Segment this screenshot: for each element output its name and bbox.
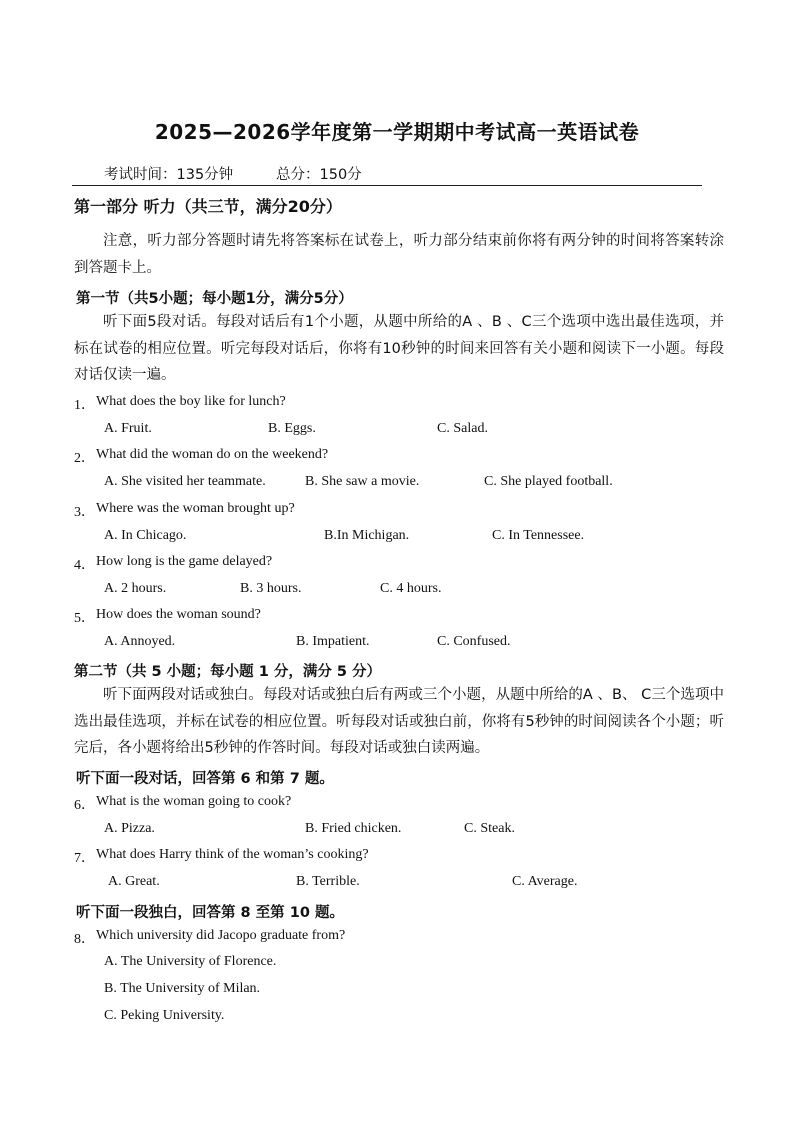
option-b: B. Fried chicken. [305, 821, 402, 836]
question-text: What does Harry think of the woman’s cooking? [96, 847, 369, 862]
option-a: A. She visited her teammate. [104, 474, 266, 489]
option-a: A. The University of Florence. [104, 954, 277, 969]
option-c: C. Average. [512, 874, 578, 889]
option-a: A. 2 hours. [104, 581, 167, 596]
option-a: A. Great. [108, 874, 160, 889]
monologue-group-label: 听下面一段独白，回答第 8 至第 10 题。 [76, 905, 344, 921]
dialogue-group-label: 听下面一段对话，回答第 6 和第 7 题。 [76, 771, 334, 787]
exam-time: 考试时间：135分钟 [104, 167, 234, 183]
option-a: A. Pizza. [104, 821, 155, 836]
question-number: 8． [74, 932, 95, 947]
question-text: Where was the woman brought up? [96, 501, 295, 516]
question-text: What did the woman do on the weekend? [96, 447, 329, 462]
header-divider [72, 185, 702, 186]
question-number: 1． [74, 398, 95, 413]
part1-notice: 注意，听力部分答题时请先将答案标在试卷上，听力部分结束前你将有两分钟的时间将答案转涂到答题卡上。 [74, 233, 724, 276]
question-number: 4． [74, 558, 95, 573]
option-c: C. Confused. [437, 634, 511, 649]
option-c: C. Steak. [464, 821, 515, 836]
question-number: 6． [74, 798, 95, 813]
question-number: 2． [74, 451, 95, 466]
option-b: B. 3 hours. [240, 581, 302, 596]
section1-instructions: 听下面5段对话。每段对话后有1个小题，从题中所给的A 、B 、C三个选项中选出最佳选项，并标在试卷的相应位置。听完每段对话后，你将有10秒钟的时间来回答有关小题和阅读下一小题。每段对话仅读一遍。 [74, 314, 724, 383]
option-c: C. She played football. [484, 474, 613, 489]
question-number: 3． [74, 505, 95, 520]
option-a: A. Annoyed. [104, 634, 176, 649]
question-text: What is the woman going to cook? [96, 794, 292, 809]
question-number: 5． [74, 611, 95, 626]
option-c: C. Salad. [437, 421, 488, 436]
option-b: B. The University of Milan. [104, 981, 261, 996]
option-b: B. She saw a movie. [305, 474, 420, 489]
section1-heading: 第一节（共5小题；每小题1分，满分5分） [76, 291, 353, 307]
option-b: B.In Michigan. [324, 528, 410, 543]
option-a: A. Fruit. [104, 421, 152, 436]
section2-heading: 第二节（共 5 小题；每小题 1 分，满分 5 分） [74, 664, 382, 680]
question-text: How long is the game delayed? [96, 554, 273, 569]
option-c: C. Peking University. [104, 1008, 225, 1023]
option-c: C. In Tennessee. [492, 528, 585, 543]
option-b: B. Terrible. [296, 874, 360, 889]
option-b: B. Impatient. [296, 634, 370, 649]
question-text: What does the boy like for lunch? [96, 394, 286, 409]
option-b: B. Eggs. [268, 421, 316, 436]
question-text: How does the woman sound? [96, 607, 261, 622]
option-a: A. In Chicago. [104, 528, 187, 543]
part1-heading: 第一部分 听力（共三节，满分20分） [74, 197, 342, 216]
option-c: C. 4 hours. [380, 581, 442, 596]
exam-total-score: 总分：150分 [276, 167, 362, 183]
exam-title: 2025—2026学年度第一学期期中考试高一英语试卷 [154, 120, 640, 144]
question-number: 7． [74, 851, 95, 866]
question-text: Which university did Jacopo graduate from? [96, 928, 346, 943]
section2-instructions: 听下面两段对话或独白。每段对话或独白后有两或三个小题，从题中所给的A 、B、 C三个选项中选出最佳选项，并标在试卷的相应位置。听每段对话或独白前，你将有5秒钟的时间阅读各个小题；听完后，各小题将给出5秒钟的作答时间。每段对话或独白读两遍。 [74, 687, 724, 756]
